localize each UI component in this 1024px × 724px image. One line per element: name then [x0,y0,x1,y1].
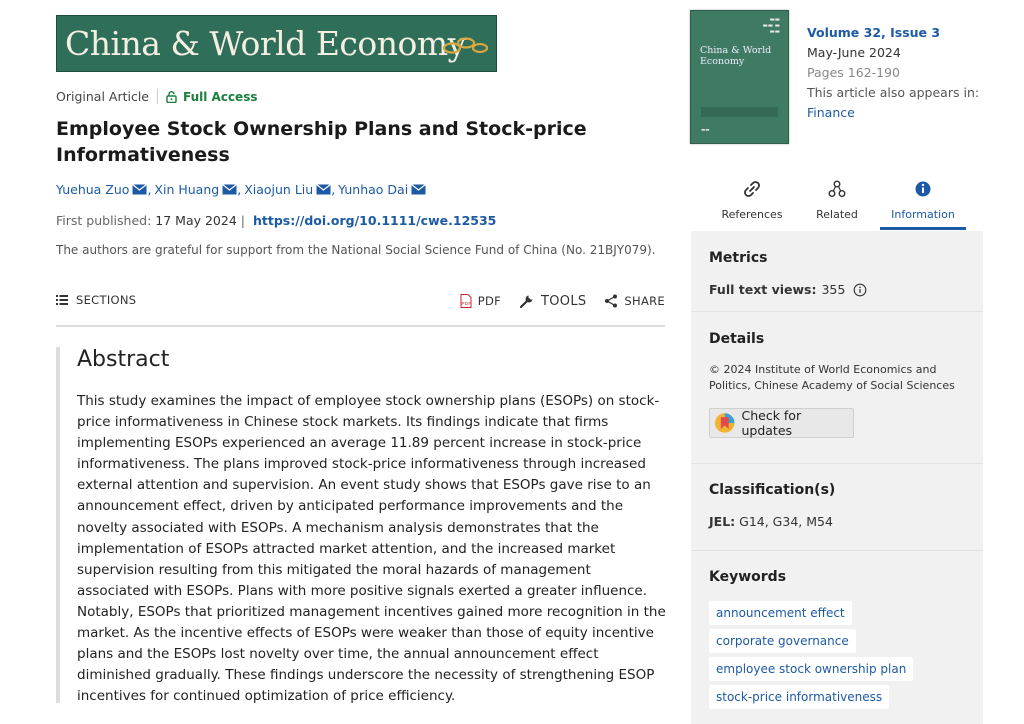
toolbar-divider [56,325,665,327]
author-name[interactable]: Yuehua Zuo [56,182,130,197]
views-value: 355 [821,282,846,297]
publication-separator: | [240,213,245,228]
journal-title: China & World Economy [65,24,466,63]
wrench-icon [519,293,535,309]
cover-title [700,45,771,67]
information-panel [691,231,983,724]
issue-date: May-June 2024 [807,45,901,60]
details-section [691,312,983,464]
cover-volume-mark: ▬▬ ▬▬ ▬ ▬▬ [762,17,780,35]
author-item[interactable] [154,182,237,197]
journal-cover[interactable] [690,10,789,144]
full-access-label: Full Access [183,89,258,104]
pdf-label: PDF [477,294,502,308]
author-name[interactable]: Xin Huang [154,182,220,197]
doi-link[interactable]: https://doi.org/10.1111/cwe.12535 [252,213,497,228]
jel-label: JEL: [709,514,736,529]
link-icon [742,179,762,199]
cover-publisher-mark: ▬▬ [701,128,710,133]
envelope-icon[interactable] [411,184,426,195]
author-separator: , [237,182,242,197]
metrics-section [691,231,983,312]
jel-values: G14, G34, M54 [739,514,833,529]
check-updates-label: Check for updates [741,408,802,438]
tools-button[interactable] [519,293,586,309]
article-title: Employee Stock Ownership Plans and Stock-price Informativeness [56,118,587,166]
author-separator: , [147,182,152,197]
publication-info [56,213,496,228]
keyword-tag[interactable]: corporate governance [709,629,856,653]
sections-button[interactable] [56,293,136,307]
share-icon [604,294,618,308]
author-item[interactable] [244,182,331,197]
author-item[interactable] [56,182,147,197]
tab-related-label: Related [816,208,858,221]
cover-title-line: China & World [700,45,772,56]
sections-label: SECTIONS [76,293,137,307]
jel-codes [709,514,833,529]
cover-strip [701,107,778,117]
metrics-heading: Metrics [709,250,768,266]
pdf-button[interactable] [460,294,501,308]
related-icon [827,179,847,199]
acknowledgement: The authors are grateful for support from the National Social Science Fund of China (No. 21BJY079). [56,243,656,257]
abstract-heading: Abstract [77,347,170,372]
share-button[interactable] [604,294,665,308]
appears-in-link[interactable]: Finance [807,105,855,120]
keywords-heading: Keywords [709,569,787,585]
author-name[interactable]: Yunhao Dai [338,182,409,197]
crossmark-icon [714,412,735,434]
first-published-label: First published: [56,213,152,228]
chain-links-logo-icon [440,34,490,56]
details-heading: Details [709,331,765,347]
copyright-text: © 2024 Institute of World Economics and Politics, Chinese Academy of Social Sciences [709,363,955,392]
classification-section [691,464,983,551]
author-separator: , [331,182,336,197]
envelope-icon[interactable] [132,184,147,195]
tab-information-label: Information [891,208,955,221]
article-toolbar [56,293,665,313]
author-name[interactable]: Xiaojun Liu [244,182,314,197]
tab-information[interactable] [880,175,966,230]
volume-issue-link[interactable]: Volume 32, Issue 3 [807,25,941,40]
first-published-date: 17 May 2024 [155,213,237,228]
envelope-icon[interactable] [222,184,237,195]
tab-references[interactable] [709,175,795,230]
envelope-icon[interactable] [316,184,331,195]
full-access-badge [166,90,257,104]
info-circle-icon[interactable] [853,283,867,297]
views-label: Full text views: [709,282,817,297]
appears-in-label: This article also appears in: [807,85,980,100]
share-label: SHARE [624,294,665,308]
info-icon [914,180,932,198]
keyword-tag[interactable]: employee stock ownership plan [709,657,913,681]
journal-banner[interactable] [56,15,497,72]
article-meta-row [56,89,257,104]
svg-text:PDF: PDF [461,301,472,306]
cover-title-line: Economy [700,56,745,67]
check-for-updates-button[interactable] [709,408,854,438]
classification-heading: Classification(s) [709,482,836,498]
list-icon [56,295,68,305]
tab-references-label: References [721,208,783,221]
author-list [56,182,426,197]
author-item[interactable] [338,182,426,197]
sidebar-tabs [691,175,983,230]
tools-label: TOOLS [541,293,587,309]
tab-related[interactable] [794,175,880,230]
metrics-views [709,282,867,297]
article-type: Original Article [56,89,149,104]
issue-pages: Pages 162-190 [807,65,900,80]
keyword-tag[interactable]: stock-price informativeness [709,685,889,709]
issue-info [807,23,979,123]
abstract-section [56,347,668,703]
unlock-icon [166,91,177,103]
abstract-text: This study examines the impact of employee stock ownership plans (ESOPs) on stock-price informativeness in Chinese stock markets. Its findings indicate that firms implementing ESOPs experienced an average 11.89 percent increase in stock-price informativeness. The plans improved stock-price informativeness through increased external attention and supervision. An event study shows that ESOPs gave rise to an announcement effect, driven by anticipated performance improvements and the novelty associated with ESOPs. A mechanism analysis demonstrates that the implementation of ESOPs attracted market attention, and the increased market supervision resulting from this mitigated the moral hazards of management associated with ESOPs. Plans with more positive signals exerted a greater influence. Notably, ESOPs that prioritized management incentives gained more recognition in the market. As the incentive effects of ESOPs were weaker than those of equity incentive plans and the ESOPs lost novelty over time, the annual announcement effect diminished gradually. These findings underscore the necessity of strengthening ESOP incentives for continued optimization of price efficiency. [77,393,666,705]
pdf-icon [460,294,472,308]
keyword-tag[interactable]: announcement effect [709,601,852,625]
meta-divider [157,89,158,104]
